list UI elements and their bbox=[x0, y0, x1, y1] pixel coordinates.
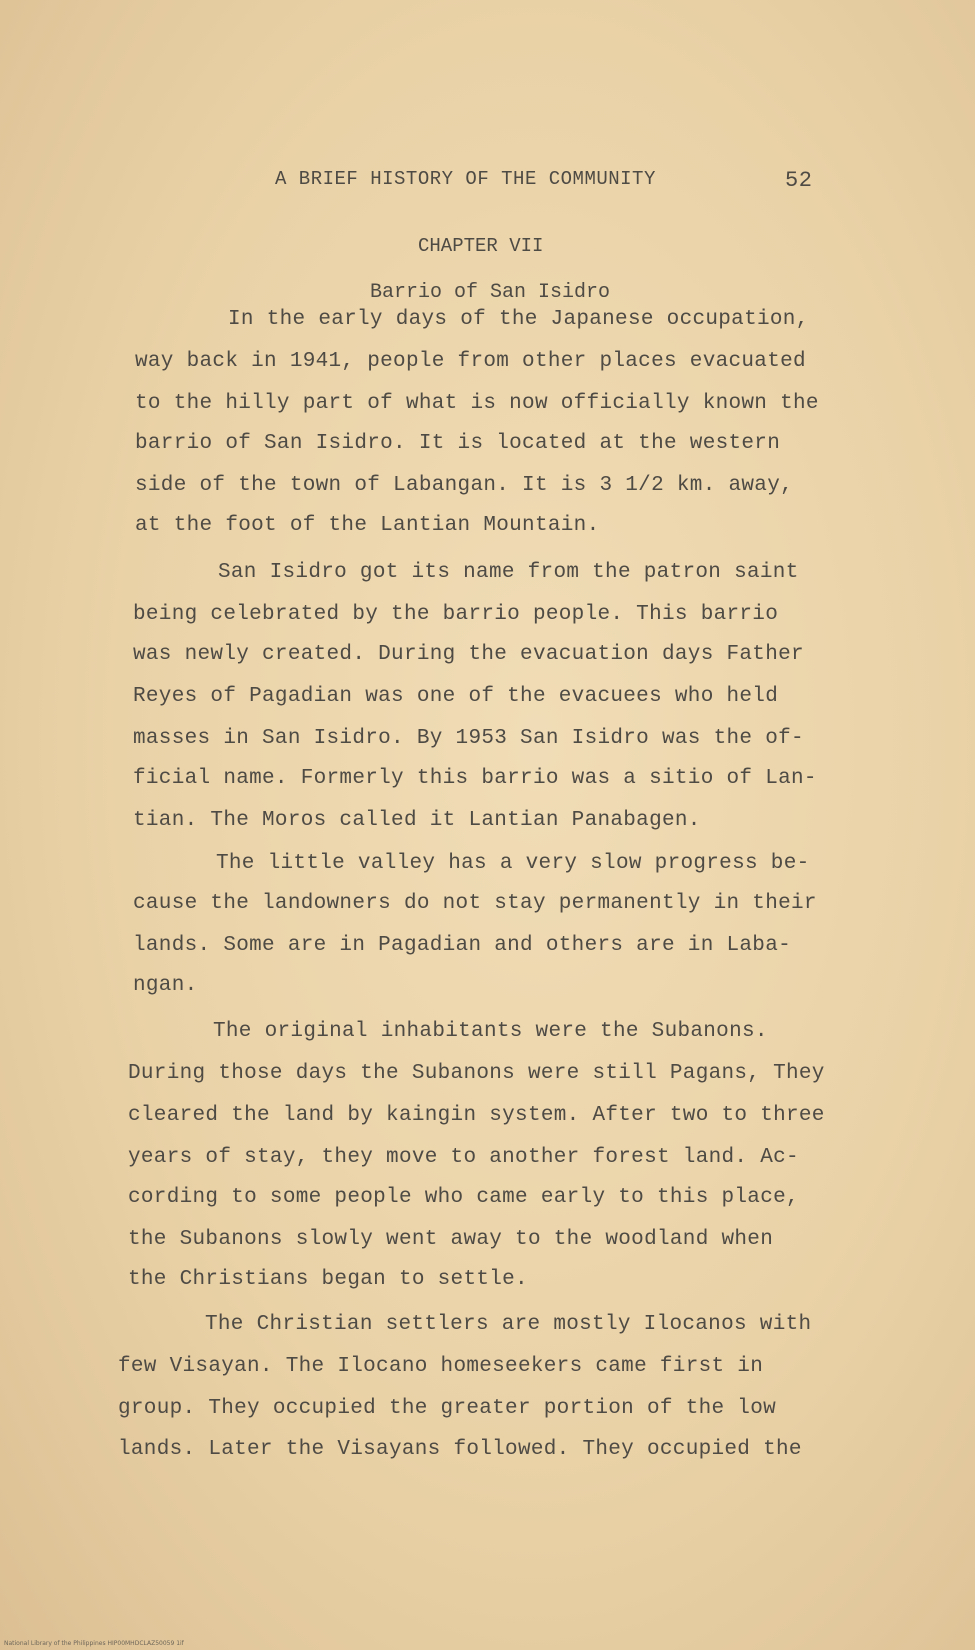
body-line: During those days the Subanons were still Pagans, They bbox=[128, 1062, 825, 1085]
body-line: was newly created. During the evacuation days Father bbox=[133, 643, 804, 666]
body-line: years of stay, they move to another forest land. Ac- bbox=[128, 1146, 799, 1169]
archive-footer: National Library of the Philippines HIP00MHDCLAZ50059 1if bbox=[4, 1640, 184, 1647]
body-line: barrio of San Isidro. It is located at the western bbox=[135, 432, 781, 455]
body-line: The original inhabitants were the Subanons. bbox=[213, 1020, 768, 1043]
body-line: ngan. bbox=[133, 974, 198, 997]
body-line: the Christians began to settle. bbox=[128, 1268, 528, 1291]
body-line: being celebrated by the barrio people. This barrio bbox=[133, 603, 779, 626]
running-header bbox=[275, 168, 835, 193]
body-line: few Visayan. The Ilocano homeseekers came first in bbox=[118, 1355, 764, 1378]
body-line: side of the town of Labangan. It is 3 1/2 km. away, bbox=[135, 474, 794, 497]
body-line: at the foot of the Lantian Mountain. bbox=[135, 514, 600, 537]
body-line: to the hilly part of what is now officially known the bbox=[135, 392, 819, 415]
header-title: A BRIEF HISTORY OF THE COMMUNITY bbox=[275, 168, 656, 190]
body-line: group. They occupied the greater portion of the low bbox=[118, 1397, 777, 1420]
section-title: Barrio of San Isidro bbox=[370, 281, 611, 304]
body-line: ficial name. Formerly this barrio was a sitio of Lan- bbox=[133, 767, 817, 790]
body-line: tian. The Moros called it Lantian Panabagen. bbox=[133, 809, 701, 832]
body-line: San Isidro got its name from the patron saint bbox=[218, 561, 799, 584]
body-line: cause the landowners do not stay permanently in their bbox=[133, 892, 817, 915]
body-line: lands. Some are in Pagadian and others are in Laba- bbox=[133, 934, 792, 957]
body-line: Reyes of Pagadian was one of the evacuees who held bbox=[133, 685, 779, 708]
body-line: The Christian settlers are mostly Ilocanos with bbox=[205, 1313, 812, 1336]
body-line: the Subanons slowly went away to the woodland when bbox=[128, 1228, 774, 1251]
body-line: cording to some people who came early to this place, bbox=[128, 1186, 799, 1209]
body-line: In the early days of the Japanese occupation, bbox=[228, 308, 809, 331]
body-line: cleared the land by kaingin system. After two to three bbox=[128, 1104, 825, 1127]
body-line: lands. Later the Visayans followed. They occupied the bbox=[118, 1438, 802, 1461]
body-line: way back in 1941, people from other places evacuated bbox=[135, 350, 806, 373]
body-line: masses in San Isidro. By 1953 San Isidro was the of- bbox=[133, 727, 804, 750]
body-line: The little valley has a very slow progress be- bbox=[216, 852, 810, 875]
chapter-heading: CHAPTER VII bbox=[418, 235, 544, 257]
page-number: 52 bbox=[785, 168, 813, 193]
